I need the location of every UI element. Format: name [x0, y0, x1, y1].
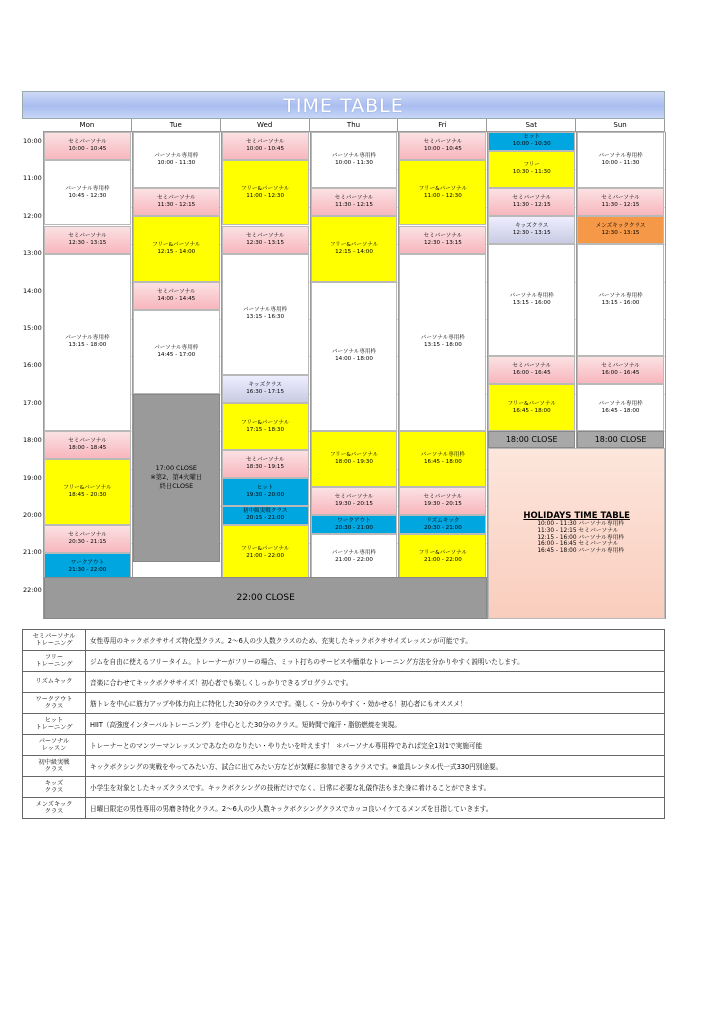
- class-time: 12:15 - 14:00: [157, 248, 196, 255]
- class-name: フリー: [523, 162, 540, 169]
- class-name: セミパーソナル: [423, 139, 463, 146]
- tuesday-close-line1: 17:00 CLOSE: [155, 464, 197, 473]
- hour-label: 18:00: [23, 436, 42, 445]
- class-time: 13:15 - 16:30: [246, 314, 285, 321]
- legend-class-name: セミパーソナル トレーニング: [23, 630, 86, 651]
- class-name: セミパーソナル: [245, 456, 285, 463]
- class-time: 13:15 - 18:00: [68, 342, 107, 349]
- class-cell[interactable]: [222, 525, 309, 581]
- day-header-fri: Fri: [398, 119, 487, 132]
- class-cell[interactable]: [399, 160, 486, 225]
- class-name: セミパーソナル: [68, 531, 107, 538]
- legend-class-name: フリー トレーニング: [23, 651, 86, 672]
- class-name: パーソナル専用枠: [598, 400, 643, 407]
- class-name: 初中級実戦クラス: [242, 508, 288, 515]
- class-cell[interactable]: [577, 244, 664, 356]
- class-cell[interactable]: [577, 132, 664, 188]
- class-time: 10:00 - 10:30: [512, 141, 551, 148]
- hour-label: 22:00: [23, 585, 42, 594]
- class-time: 18:00 - 18:45: [68, 445, 107, 452]
- class-name: ヒット: [523, 134, 541, 141]
- close-2200-band: [44, 577, 487, 619]
- sat-close-bar: [488, 431, 575, 448]
- class-time: 11:30 - 12:15: [601, 202, 640, 209]
- class-time: 12:30 - 13:15: [68, 239, 107, 246]
- class-time: 10:00 - 11:30: [601, 160, 640, 167]
- class-time: 13:15 - 18:00: [423, 342, 462, 349]
- hour-label: 12:00: [23, 211, 42, 220]
- class-time: 18:45 - 20:30: [68, 491, 107, 498]
- class-cell[interactable]: [577, 384, 664, 431]
- day-header-thu: Thu: [310, 119, 399, 132]
- day-header-mon: Mon: [43, 119, 132, 132]
- legend-class-name: キッズ クラス: [23, 777, 86, 798]
- class-name: フリー&パーソナル: [418, 550, 468, 557]
- legend-class-name: パーソナル レッスン: [23, 735, 86, 756]
- holidays-timetable: [523, 510, 630, 555]
- class-time: 10:00 - 10:45: [246, 146, 285, 153]
- class-name: キッズクラス: [248, 382, 282, 389]
- class-name: キッズクラス: [515, 223, 549, 230]
- class-cell[interactable]: [44, 226, 131, 254]
- day-header-sun: Sun: [576, 119, 665, 132]
- class-cell[interactable]: [488, 356, 575, 384]
- class-name: フリー&パーソナル: [507, 400, 556, 407]
- class-cell[interactable]: [488, 384, 575, 431]
- sun-close-bar: [577, 431, 664, 448]
- hour-label: 19:00: [23, 473, 42, 482]
- class-cell[interactable]: [399, 132, 486, 160]
- class-cell[interactable]: [44, 160, 131, 225]
- class-cell[interactable]: [222, 450, 309, 478]
- tuesday-close-line3: 終日CLOSE: [159, 482, 194, 491]
- class-time: 10:00 - 11:30: [335, 160, 373, 167]
- class-name: セミパーソナル: [334, 494, 374, 501]
- class-cell[interactable]: [133, 188, 220, 216]
- class-cell[interactable]: [133, 132, 220, 188]
- class-time: 16:00 - 16:45: [512, 370, 551, 377]
- class-name: セミパーソナル: [156, 195, 196, 202]
- legend-row: [23, 756, 665, 777]
- class-name: リズムキック: [426, 517, 460, 524]
- legend-row: [23, 630, 665, 651]
- legend-class-description: キックボクシングの実戦をやってみたい方、試合に出てみたい方などが気軽に参加できるクラスです。※道具レンタル代一式330円別途要。: [86, 756, 665, 777]
- class-name: パーソナル専用枠: [154, 344, 199, 351]
- class-time: 19:30 - 20:00: [246, 491, 285, 498]
- class-time: 12:15 - 14:00: [335, 248, 373, 255]
- class-cell[interactable]: [222, 160, 309, 225]
- class-name: パーソナル専用枠: [154, 153, 199, 160]
- class-cell[interactable]: [488, 132, 575, 151]
- hour-label: 13:00: [23, 249, 42, 258]
- class-name: セミパーソナル: [68, 232, 107, 239]
- class-name: パーソナル専用枠: [331, 153, 377, 160]
- class-time: 10:00 - 11:30: [157, 160, 196, 167]
- timetable-title: TIME TABLE: [283, 95, 404, 117]
- class-time: 16:45 - 18:00: [423, 459, 462, 466]
- class-time: 14:00 - 18:00: [335, 356, 373, 363]
- class-cell[interactable]: [44, 254, 131, 432]
- class-name: パーソナル専用枠: [598, 293, 643, 300]
- class-cell[interactable]: [222, 375, 309, 403]
- day-header-tue: Tue: [132, 119, 221, 132]
- hour-label: 10:00: [23, 137, 42, 145]
- legend-class-description: 音楽に合わせてキックボクササイズ！初心者でも楽しくしっかりできるプログラムです。: [86, 672, 665, 693]
- class-cell[interactable]: [577, 216, 664, 244]
- holidays-row: 11:30 - 12:15 セミパーソナル: [537, 527, 619, 534]
- class-cell[interactable]: [133, 216, 220, 281]
- class-time: 20:30 - 21:15: [68, 538, 107, 545]
- legend-class-name: 初中級実戦 クラス: [23, 756, 86, 777]
- class-cell[interactable]: [488, 244, 575, 356]
- class-time: 17:15 - 18:30: [246, 426, 285, 433]
- class-time: 16:00 - 16:45: [601, 370, 640, 377]
- class-cell[interactable]: [222, 132, 309, 160]
- class-time: 18:30 - 19:15: [246, 463, 285, 470]
- legend-class-description: HIIT（高強度インターバルトレーニング）を中心とした30分のクラス。短時間で滝汗・脂肪燃焼を実現。: [86, 714, 665, 735]
- class-name: パーソナル専用枠: [420, 335, 465, 342]
- class-name: セミパーソナル: [423, 232, 463, 239]
- class-name: ワークアウト: [337, 517, 371, 524]
- class-cell[interactable]: [133, 310, 220, 394]
- class-cell[interactable]: [311, 188, 398, 216]
- hour-label: 15:00: [23, 324, 42, 332]
- class-time: 14:45 - 17:00: [157, 351, 196, 358]
- class-name: パーソナル専用枠: [331, 349, 377, 356]
- legend-class-description: 女性専用のキックボクササイズ特化型クラス。2～6人の少人数クラスのため、充実したキックボクササイズレッスンが可能です。: [86, 630, 665, 651]
- class-time: 20:15 - 21:00: [246, 515, 285, 522]
- class-name: セミパーソナル: [334, 195, 374, 202]
- day-header-sat: Sat: [487, 119, 576, 132]
- legend-row: [23, 714, 665, 735]
- sat-close-label: 18:00 CLOSE: [505, 435, 558, 445]
- class-name: フリー&パーソナル: [418, 185, 468, 192]
- class-time: 10:00 - 10:45: [423, 146, 462, 153]
- class-time: 11:00 - 12:30: [246, 192, 285, 199]
- class-name: パーソナル専用枠: [331, 550, 377, 557]
- class-time: 21:00 - 22:00: [423, 557, 462, 564]
- column-divider: [665, 132, 666, 619]
- legend-class-description: 小学生を対象としたキッズクラスです。キックボクシングの技術だけでなく、日常に必要な礼儀作法もまた身に着けることができます。: [86, 777, 665, 798]
- sun-close-label: 18:00 CLOSE: [594, 435, 647, 445]
- class-name: フリー&パーソナル: [240, 419, 290, 426]
- holidays-row: 10:00 - 11:30 パーソナル専用枠: [537, 521, 625, 528]
- class-name: パーソナル専用枠: [509, 293, 554, 300]
- class-name: セミパーソナル: [423, 494, 463, 501]
- class-cell[interactable]: [311, 515, 398, 534]
- class-name: フリー&パーソナル: [240, 185, 290, 192]
- tuesday-close-block: [133, 394, 220, 562]
- class-name: フリー&パーソナル: [63, 484, 112, 491]
- class-time: 16:45 - 18:00: [601, 407, 640, 414]
- hour-label: 21:00: [23, 548, 42, 557]
- class-time: 10:00 - 10:45: [68, 146, 107, 153]
- hour-label: 11:00: [23, 174, 42, 183]
- class-cell[interactable]: [44, 525, 131, 553]
- class-cell[interactable]: [44, 459, 131, 524]
- hour-label: 16:00: [23, 361, 42, 370]
- hour-label: 17:00: [23, 398, 42, 407]
- class-cell[interactable]: [44, 132, 131, 160]
- hour-label: 20:00: [23, 511, 42, 519]
- class-cell[interactable]: [577, 356, 664, 384]
- class-time: 14:00 - 14:45: [157, 295, 196, 302]
- class-name: セミパーソナル: [68, 139, 107, 146]
- class-cell[interactable]: [222, 403, 309, 450]
- class-cell[interactable]: [311, 534, 398, 581]
- legend-class-name: リズムキック: [23, 672, 86, 693]
- class-name: セミパーソナル: [512, 363, 552, 370]
- tuesday-close-line2: ※第2、第4火曜日: [150, 473, 203, 482]
- class-cell[interactable]: [399, 515, 486, 534]
- class-time: 11:30 - 12:15: [512, 202, 551, 209]
- hour-label: 14:00: [23, 286, 42, 295]
- class-cell[interactable]: [222, 478, 309, 506]
- class-name: パーソナル専用枠: [243, 307, 288, 314]
- class-time: 12:30 - 13:15: [423, 239, 462, 246]
- class-name: ヒット: [256, 484, 274, 491]
- class-name: パーソナル専用枠: [65, 335, 110, 342]
- timetable: [22, 91, 665, 619]
- class-cell[interactable]: [311, 132, 398, 188]
- class-name: セミパーソナル: [245, 139, 285, 146]
- legend-row: [23, 735, 665, 756]
- class-name: ワークアウト: [70, 559, 105, 566]
- legend-row: [23, 672, 665, 693]
- holidays-panel: [488, 448, 665, 619]
- class-time: 12:30 - 13:15: [246, 239, 285, 246]
- class-time: 11:30 - 12:15: [157, 202, 196, 209]
- class-name: セミパーソナル: [245, 232, 285, 239]
- class-cell[interactable]: [311, 487, 398, 515]
- legend-class-name: ヒット トレーニング: [23, 714, 86, 735]
- timetable-title-bar: [22, 91, 665, 119]
- class-time: 11:30 - 12:15: [335, 202, 373, 209]
- class-cell[interactable]: [399, 534, 486, 581]
- class-time: 12:30 - 13:15: [512, 230, 551, 237]
- legend-class-description: 筋トレを中心に筋力アップや体力向上に特化した30分のクラスです。楽しく・分かりやすく・効かせる！初心者にもオススメ！: [86, 693, 665, 714]
- class-cell[interactable]: [488, 216, 575, 244]
- class-cell[interactable]: [399, 226, 486, 254]
- class-cell[interactable]: [44, 431, 131, 459]
- class-name: セミパーソナル: [601, 195, 640, 202]
- class-cell[interactable]: [311, 431, 398, 487]
- legend-class-description: ジムを自由に使えるフリータイム。トレーナーがフリーの場合、ミット打ちのサービスや簡単なトレーニング方法を分かりやすく説明いたします。: [86, 651, 665, 672]
- class-name: フリー&パーソナル: [152, 241, 201, 248]
- legend-row: [23, 651, 665, 672]
- class-cell[interactable]: [222, 254, 309, 376]
- class-time: 16:30 - 17:15: [246, 389, 285, 396]
- class-time: 10:30 - 11:30: [512, 169, 551, 176]
- class-name: メンズキッククラス: [595, 223, 646, 230]
- holidays-row: 16:45 - 18:00 パーソナル専用枠: [537, 547, 625, 554]
- class-cell[interactable]: [311, 216, 398, 281]
- class-time: 21:30 - 22:00: [68, 566, 107, 573]
- class-time: 21:00 - 22:00: [246, 552, 285, 559]
- class-name: パーソナル専用枠: [65, 185, 110, 192]
- class-cell[interactable]: [222, 226, 309, 254]
- class-time: 10:45 - 12:30: [68, 192, 107, 199]
- class-name: セミパーソナル: [68, 438, 107, 445]
- class-name: フリー&パーソナル: [329, 241, 379, 248]
- day-header-wed: Wed: [221, 119, 310, 132]
- class-name: フリー&パーソナル: [240, 545, 290, 552]
- class-cell[interactable]: [488, 151, 575, 188]
- class-time: 13:15 - 16:00: [512, 300, 551, 307]
- close-2200-label: 22:00 CLOSE: [236, 592, 295, 603]
- class-cell[interactable]: [311, 282, 398, 432]
- class-cell[interactable]: [488, 188, 575, 216]
- holidays-row: 16:00 - 16:45 セミパーソナル: [537, 541, 619, 548]
- legend-row: [23, 777, 665, 798]
- class-time: 19:30 - 20:15: [423, 501, 462, 508]
- class-time: 11:00 - 12:30: [423, 192, 462, 199]
- class-name: パーソナル専用枠: [598, 153, 643, 160]
- class-cell[interactable]: [577, 188, 664, 216]
- class-cell[interactable]: [399, 431, 486, 487]
- class-name: セミパーソナル: [601, 363, 640, 370]
- legend-class-name: ワークアウト クラス: [23, 693, 86, 714]
- class-name: パーソナル専用枠: [420, 452, 465, 459]
- legend-class-name: メンズキック クラス: [23, 798, 86, 819]
- legend-row: [23, 693, 665, 714]
- class-legend-table: [22, 629, 665, 819]
- class-time: 21:00 - 22:00: [335, 557, 373, 564]
- class-time: 19:30 - 20:15: [335, 501, 373, 508]
- class-time: 20:30 - 21:00: [423, 524, 462, 531]
- holidays-title: HOLIDAYS TIME TABLE: [523, 510, 630, 521]
- class-cell[interactable]: [222, 506, 309, 525]
- holidays-row: 12:15 - 16:00 パーソナル専用枠: [537, 534, 625, 541]
- class-name: セミパーソナル: [512, 195, 552, 202]
- class-time: 13:15 - 16:00: [601, 300, 640, 307]
- class-time: 12:30 - 13:15: [601, 230, 640, 237]
- legend-class-description: 日曜日限定の男性専用の男磨き特化クラス。2～6人の少人数キックボクシングクラスでカッコ良いイケてるメンズを目指していきます。: [86, 798, 665, 819]
- class-time: 18:00 - 19:30: [335, 459, 373, 466]
- class-cell[interactable]: [399, 254, 486, 432]
- legend-class-description: トレーナーとのマンツーマンレッスンであなたのなりたい・やりたいを叶えます！ ＊パーソナル専用枠であれば完全1対1で実施可能: [86, 735, 665, 756]
- class-cell[interactable]: [133, 282, 220, 310]
- class-time: 16:45 - 18:00: [512, 407, 551, 414]
- class-name: セミパーソナル: [156, 288, 196, 295]
- class-name: フリー&パーソナル: [329, 452, 379, 459]
- legend-row: [23, 798, 665, 819]
- class-cell[interactable]: [399, 487, 486, 515]
- class-time: 20:30 - 21:00: [335, 524, 373, 531]
